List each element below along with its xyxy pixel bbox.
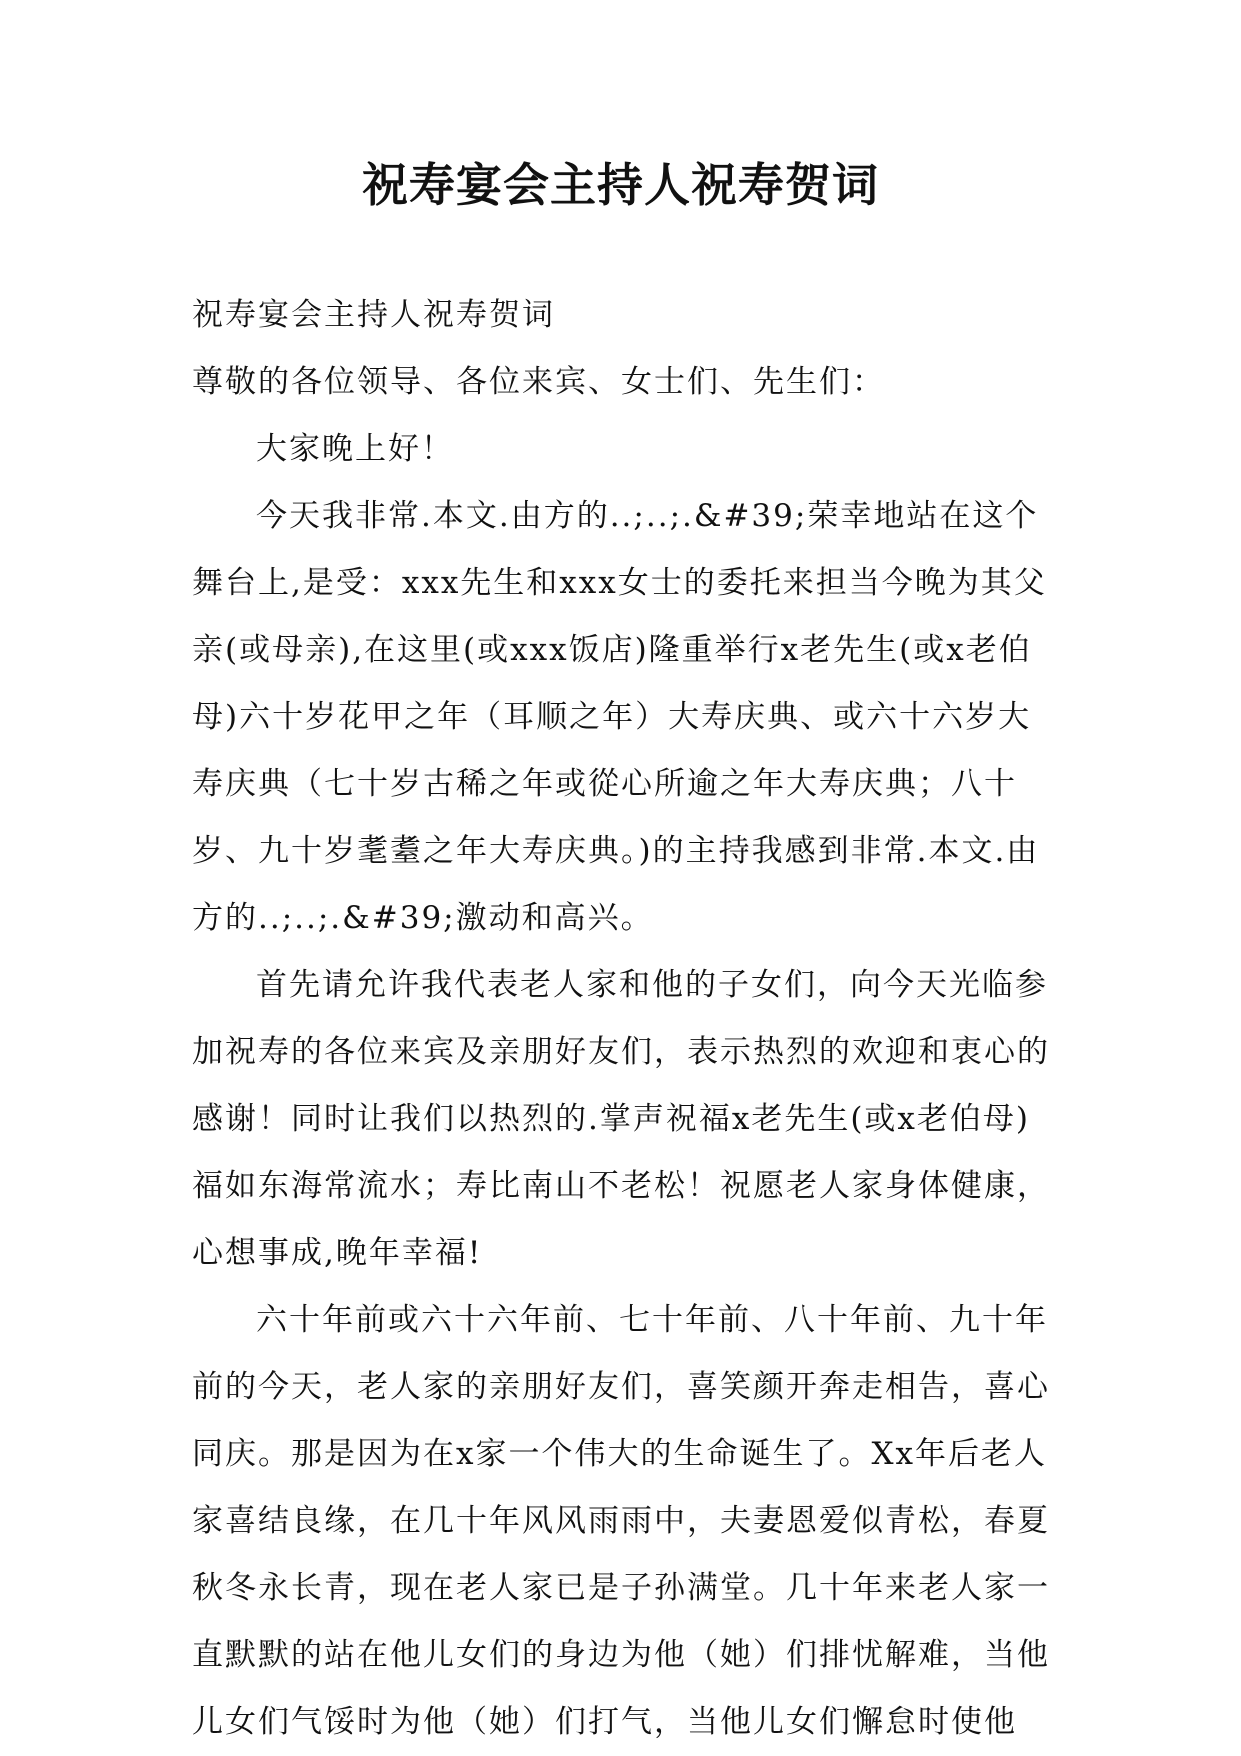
document-body — [192, 282, 1062, 1756]
paragraph-greeting: 大家晚上好！ — [256, 431, 454, 467]
document-subtitle: 祝寿宴会主持人祝寿贺词 — [192, 297, 555, 333]
salutation: 尊敬的各位领导、各位来宾、女士们、先生们： — [192, 364, 885, 400]
document-title: 祝寿宴会主持人祝寿贺词 — [362, 158, 879, 212]
paragraph-introduction: 今天我非常.本文.由方的..;..;.&#39;荣幸地站在这个舞台上,是受：xxx先生和xxx女士的委托来担当今晚为其父亲(或母亲),在这里(或xxx饭店)隆重举行x老先生(或x老伯母)六十岁花甲之年（耳顺之年）大寿庆典、或六十六岁大寿庆典（七十岁古稀之年或從心所逾之年大寿庆典；八十岁、九十岁耄耋之年大寿庆典。)的主持我感到非常.本文.由方的..;..;.&#39;激动和高兴。 — [192, 498, 1047, 936]
paragraph-welcome: 首先请允许我代表老人家和他的子女们，向今天光临参加祝寿的各位来宾及亲朋好友们，表示热烈的欢迎和衷心的感谢！同时让我们以热烈的.掌声祝福x老先生(或x老伯母)福如东海常流水；寿比南山不老松！祝愿老人家身体健康，心想事成,晚年幸福! — [192, 967, 1050, 1271]
paragraph-history: 六十年前或六十六年前、七十年前、八十年前、九十年前的今天，老人家的亲朋好友们，喜笑颜开奔走相告，喜心同庆。那是因为在x家一个伟大的生命诞生了。Xx年后老人家喜结良缘，在几十年风风雨雨中，夫妻恩爱似青松，春夏秋冬永长青，现在老人家已是子孙满堂。几十年来老人家一直默默的站在他儿女们的身边为他（她）们排忧解难，当他儿女们气馁时为他（她）们打气，当他儿女们懈怠时使他 — [192, 1302, 1050, 1740]
